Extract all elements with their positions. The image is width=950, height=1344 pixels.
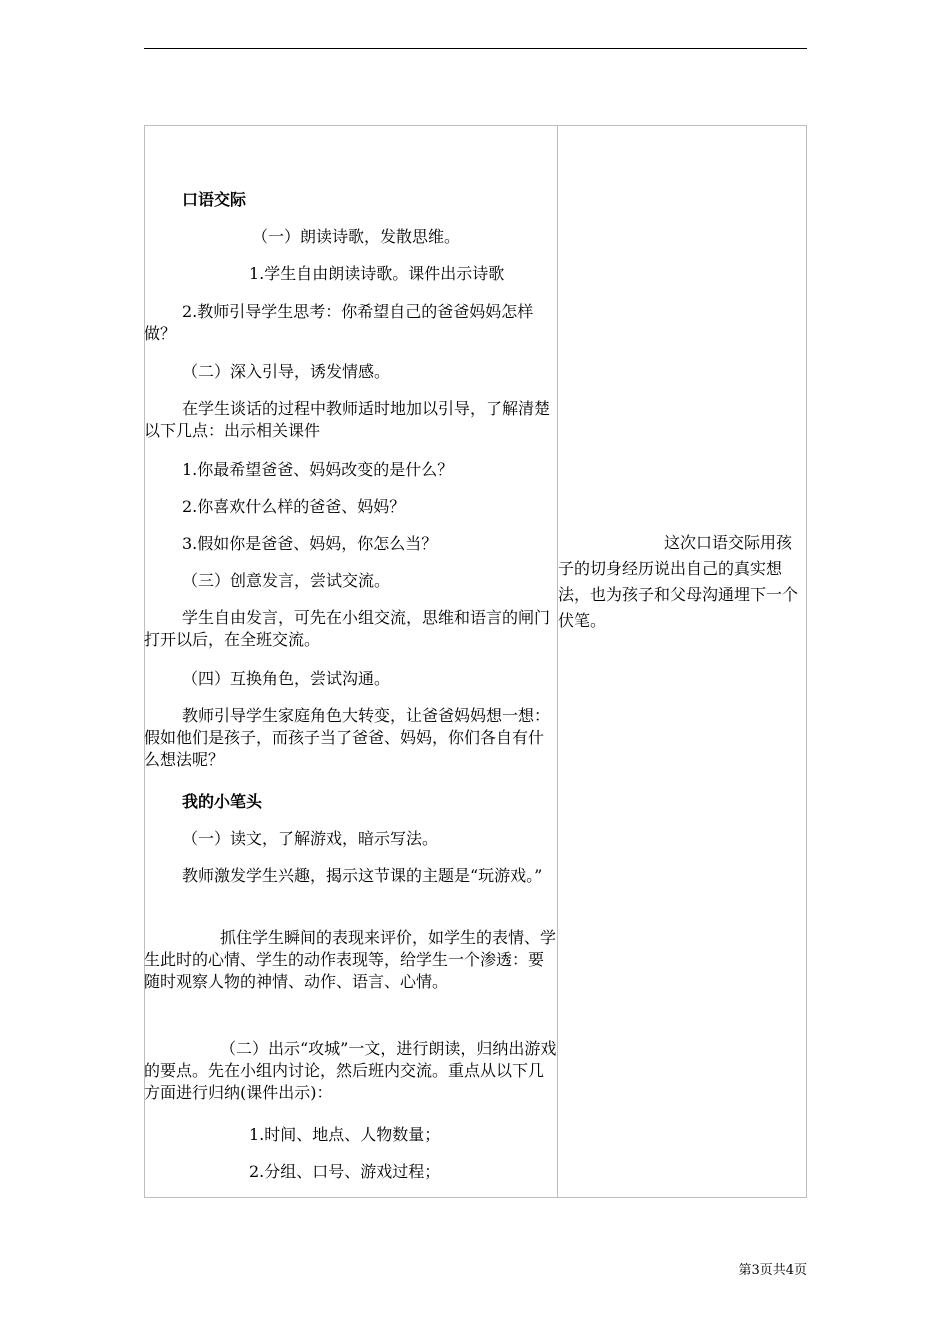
paragraph: （二）出示“攻城”一文，进行朗读，归纳出游戏的要点。先在小组内讨论，然后班内交流。重点从以下几方面进行归纳(课件出示)： bbox=[144, 1039, 557, 1102]
paragraph: 在学生谈话的过程中教师适时地加以引导，了解清楚以下几点：出示相关课件 bbox=[144, 399, 551, 440]
paragraph: 教师引导学生家庭角色大转变，让爸爸妈妈想一想：假如他们是孩子，而孩子当了爸爸、妈妈，你们各自有什么想法呢？ bbox=[144, 706, 551, 769]
paragraph: 2.你喜欢什么样的爸爸、妈妈？ bbox=[182, 497, 406, 516]
header-rule bbox=[144, 48, 807, 49]
paragraph: （二）深入引导，诱发情感。 bbox=[182, 362, 391, 381]
section-heading-oral: 口语交际 bbox=[182, 190, 247, 209]
paragraph: （三）创意发言，尝试交流。 bbox=[182, 571, 391, 590]
paragraph: 3.假如你是爸爸、妈妈，你怎么当？ bbox=[182, 534, 438, 553]
paragraph: 2.分组、口号、游戏过程； bbox=[249, 1162, 441, 1181]
design-note: 这次口语交际用孩子的切身经历说出自己的真实想法，也为孩子和父母沟通埋下一个伏笔。 bbox=[558, 533, 799, 630]
page-number: 第3页共4页 bbox=[738, 1263, 807, 1278]
paragraph: 1.学生自由朗读诗歌。课件出示诗歌 bbox=[249, 264, 505, 283]
paragraph: 教师激发学生兴趣，揭示这节课的主题是“玩游戏。” bbox=[182, 866, 543, 885]
paragraph: （一）朗读诗歌，发散思维。 bbox=[252, 227, 461, 246]
paragraph: 学生自由发言，可先在小组交流，思维和语言的闸门打开以后，在全班交流。 bbox=[144, 608, 551, 649]
paragraph: 1.你最希望爸爸、妈妈改变的是什么？ bbox=[182, 460, 454, 479]
paragraph: 抓住学生瞬间的表现来评价，如学生的表情、学生此时的心情、学生的动作表现等，给学生一个渗透：要随时观察人物的神情、动作、语言、心情。 bbox=[144, 928, 557, 991]
paragraph: 2.教师引导学生思考：你希望自己的爸爸妈妈怎样做？ bbox=[144, 302, 534, 343]
section-heading-writing: 我的小笔头 bbox=[182, 792, 263, 811]
paragraph: （四）互换角色，尝试沟通。 bbox=[182, 669, 391, 688]
paragraph: 1.时间、地点、人物数量； bbox=[249, 1125, 441, 1144]
paragraph: （一）读文，了解游戏，暗示写法。 bbox=[182, 829, 439, 848]
